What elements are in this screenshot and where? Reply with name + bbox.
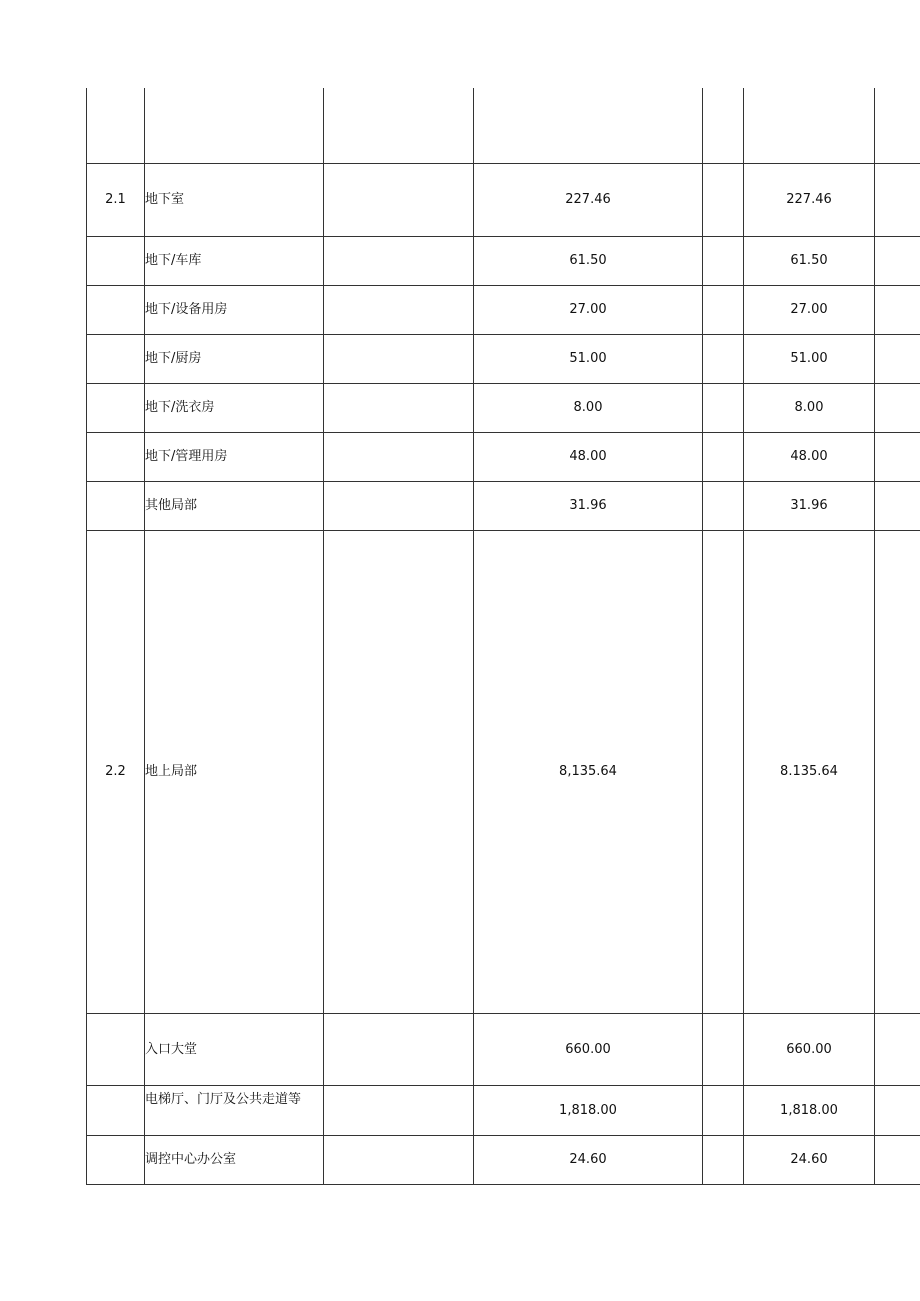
- item-name-cell: 电梯厅、门厅及公共走道等: [145, 1092, 302, 1107]
- area-value-cell: 1,818.00: [780, 1102, 838, 1118]
- area-value-cell: 660.00: [565, 1041, 611, 1057]
- item-name-cell: 地下/洗衣房: [145, 400, 215, 415]
- area-value-cell: 227.46: [786, 192, 832, 207]
- item-name-cell: 地下/管理用房: [145, 449, 228, 464]
- area-value-cell: 1,818.00: [559, 1102, 617, 1118]
- area-value-cell: 48.00: [569, 449, 607, 464]
- item-name-cell: 地下/厨房: [145, 351, 202, 366]
- area-value-cell: 27.00: [569, 302, 607, 317]
- item-name-cell: 地下/设备用房: [145, 302, 228, 317]
- area-value-cell: 8.00: [573, 400, 603, 415]
- area-value-cell: 51.00: [790, 351, 828, 366]
- column-divider: [702, 88, 703, 1185]
- item-name-cell: 地下/车库: [145, 253, 202, 268]
- item-name-cell: 调控中心办公室: [145, 1152, 237, 1167]
- area-value-cell: 660.00: [786, 1041, 832, 1057]
- table-border-bottom: [87, 1184, 920, 1185]
- area-value-cell: 24.60: [569, 1152, 607, 1167]
- item-name-cell: 其他局部: [145, 498, 198, 513]
- area-value-cell: 31.96: [569, 498, 607, 513]
- item-name-cell: 地上局部: [145, 764, 198, 779]
- area-value-cell: 27.00: [790, 302, 828, 317]
- column-divider: [874, 88, 875, 1185]
- column-divider: [323, 88, 324, 1185]
- area-value-cell: 61.50: [569, 253, 607, 268]
- item-name-cell: 入口大堂: [145, 1041, 198, 1057]
- area-value-cell: 24.60: [790, 1152, 828, 1167]
- area-value-cell: 48.00: [790, 449, 828, 464]
- area-value-cell: 61.50: [790, 253, 828, 268]
- area-value-cell: 227.46: [565, 192, 611, 207]
- area-value-cell: 8.135.64: [780, 764, 838, 779]
- row-number-cell: 2.2: [105, 764, 126, 779]
- row-number-cell: 2.1: [105, 192, 126, 207]
- area-value-cell: 51.00: [569, 351, 607, 366]
- area-value-cell: 8.00: [794, 400, 824, 415]
- area-value-cell: 8,135.64: [559, 764, 617, 779]
- item-name-cell: 地下室: [145, 192, 185, 207]
- area-value-cell: 31.96: [790, 498, 828, 513]
